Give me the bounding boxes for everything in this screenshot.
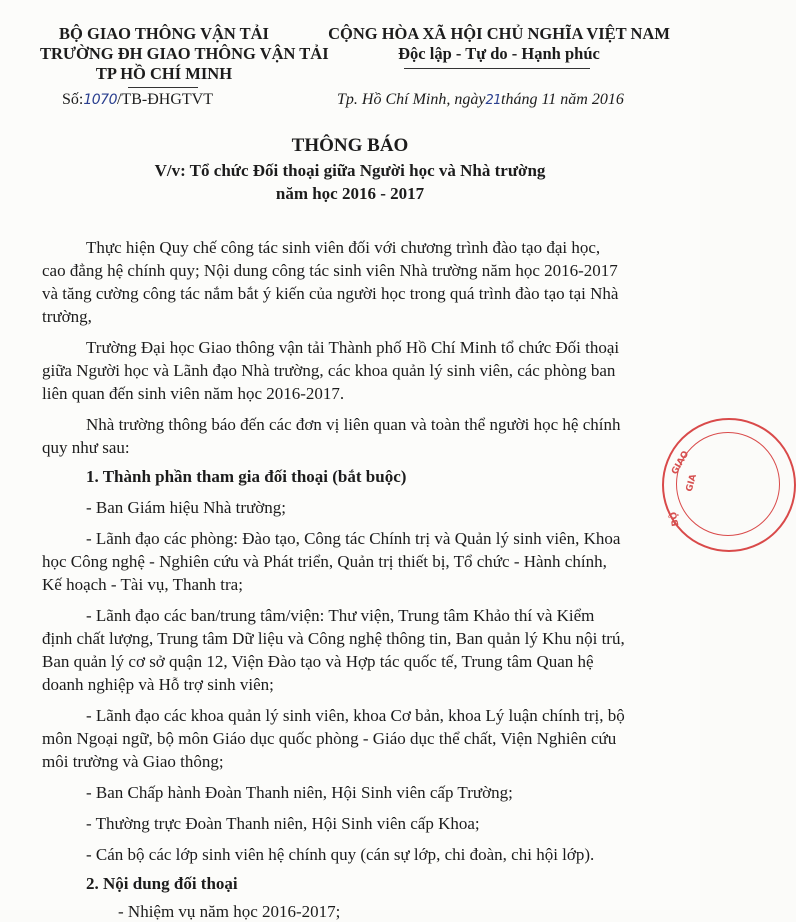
- national-motto: Độc lập - Tự do - Hạnh phúc: [398, 44, 600, 63]
- header-left: [40, 24, 329, 84]
- section-1-item-7: - Cán bộ các lớp sinh viên hệ chính quy (cán sự lớp, chi đoàn, chi hội lớp).: [86, 845, 595, 864]
- section-1-item-2-line-2: học Công nghệ - Nghiên cứu và Phát triển, Quản trị thiết bị, Tổ chức - Hành chính,: [42, 552, 607, 571]
- section-1-item-3-line-1: - Lãnh đạo các ban/trung tâm/viện: Thư viện, Trung tâm Khảo thí và Kiểm: [86, 606, 595, 625]
- section-1-item-4-line-3: môi trường và Giao thông;: [42, 752, 224, 771]
- document-title: THÔNG BÁO: [291, 135, 409, 156]
- date-suffix: tháng 11 năm 2016: [501, 91, 624, 108]
- header-right-rule: [404, 68, 590, 69]
- section-1-item-4-line-2: môn Ngoại ngữ, bộ môn Giáo dục quốc phòng - Giáo dục thể chất, Viện Nghiên cứu: [42, 729, 617, 748]
- ministry-name: BỘ GIAO THÔNG VẬN TẢI: [59, 24, 269, 43]
- section-1-item-3-line-3: Ban quản lý cơ sở quận 12, Viện Đào tạo và Hợp tác quốc tế, Trung tâm Quan hệ: [42, 652, 594, 671]
- section-1-item-1: - Ban Giám hiệu Nhà trường;: [86, 498, 286, 517]
- document-date: [337, 91, 624, 109]
- section-2-item-1: - Nhiệm vụ năm học 2016-2017;: [118, 902, 341, 921]
- paragraph-2-line-2: giữa Người học và Lãnh đạo Nhà trường, các khoa quản lý sinh viên, các phòng ban: [42, 361, 616, 380]
- number-prefix: Số:: [62, 91, 84, 108]
- section-1-item-5: - Ban Chấp hành Đoàn Thanh niên, Hội Sinh viên cấp Trường;: [86, 783, 513, 802]
- header-left-rule: [128, 87, 198, 88]
- date-day-handwritten: 21: [485, 93, 501, 108]
- paragraph-1-line-1: Thực hiện Quy chế công tác sinh viên đối với chương trình đào tạo đại học,: [86, 238, 601, 257]
- university-name: TRƯỜNG ĐH GIAO THÔNG VẬN TẢI: [40, 44, 329, 63]
- number-handwritten: 1070: [83, 92, 117, 108]
- section-1-item-2-line-3: Kế hoạch - Tài vụ, Thanh tra;: [42, 575, 243, 594]
- number-suffix: /TB-ĐHGTVT: [116, 91, 213, 108]
- section-2-heading: 2. Nội dung đối thoại: [86, 874, 238, 893]
- paragraph-1-line-4: trường,: [42, 307, 92, 326]
- date-prefix: Tp. Hồ Chí Minh, ngày: [337, 91, 486, 108]
- section-1-item-6: - Thường trực Đoàn Thanh niên, Hội Sinh viên cấp Khoa;: [86, 814, 480, 833]
- document-subject-year: năm học 2016 - 2017: [275, 184, 425, 203]
- country-name: CỘNG HÒA XÃ HỘI CHỦ NGHĨA VIỆT NAM: [328, 24, 670, 43]
- section-1-item-3-line-2: định chất lượng, Trung tâm Dữ liệu và Công nghệ thông tin, Ban quản lý Khu nội trú,: [42, 629, 625, 648]
- paragraph-1-line-3: và tăng cường công tác nắm bắt ý kiến của người học trong quá trình đào tạo tại Nhà: [42, 284, 619, 303]
- paragraph-3-line-1: Nhà trường thông báo đến các đơn vị liên quan và toàn thể người học hệ chính: [86, 415, 621, 434]
- section-1-item-2-line-1: - Lãnh đạo các phòng: Đào tạo, Công tác Chính trị và Quản lý sinh viên, Khoa: [86, 529, 621, 548]
- paragraph-2-line-3: liên quan đến sinh viên năm học 2016-2017.: [42, 384, 345, 403]
- section-1-item-4-line-1: - Lãnh đạo các khoa quản lý sinh viên, khoa Cơ bản, khoa Lý luận chính trị, bộ: [86, 706, 625, 725]
- section-1-heading: 1. Thành phần tham gia đối thoại (bắt buộc): [86, 467, 407, 486]
- seal-text-side: BỘ: [669, 510, 682, 528]
- paragraph-2-line-1: Trường Đại học Giao thông vận tải Thành phố Hồ Chí Minh tổ chức Đối thoại: [86, 338, 620, 357]
- document-subject: V/v: Tổ chức Đối thoại giữa Người học và Nhà trường: [154, 161, 546, 180]
- university-city: TP HỒ CHÍ MINH: [95, 64, 233, 83]
- section-1-item-3-line-4: doanh nghiệp và Hỗ trợ sinh viên;: [42, 675, 274, 694]
- paragraph-3-line-2: quy như sau:: [42, 438, 130, 457]
- document-number: [62, 91, 213, 109]
- paragraph-1-line-2: cao đẳng hệ chính quy; Nội dung công tác sinh viên Nhà trường năm học 2016-2017: [42, 261, 618, 280]
- seal-text-inner: GIA: [684, 473, 699, 493]
- seal-text-outer: GIAO: [670, 449, 692, 477]
- header-right: [304, 24, 694, 64]
